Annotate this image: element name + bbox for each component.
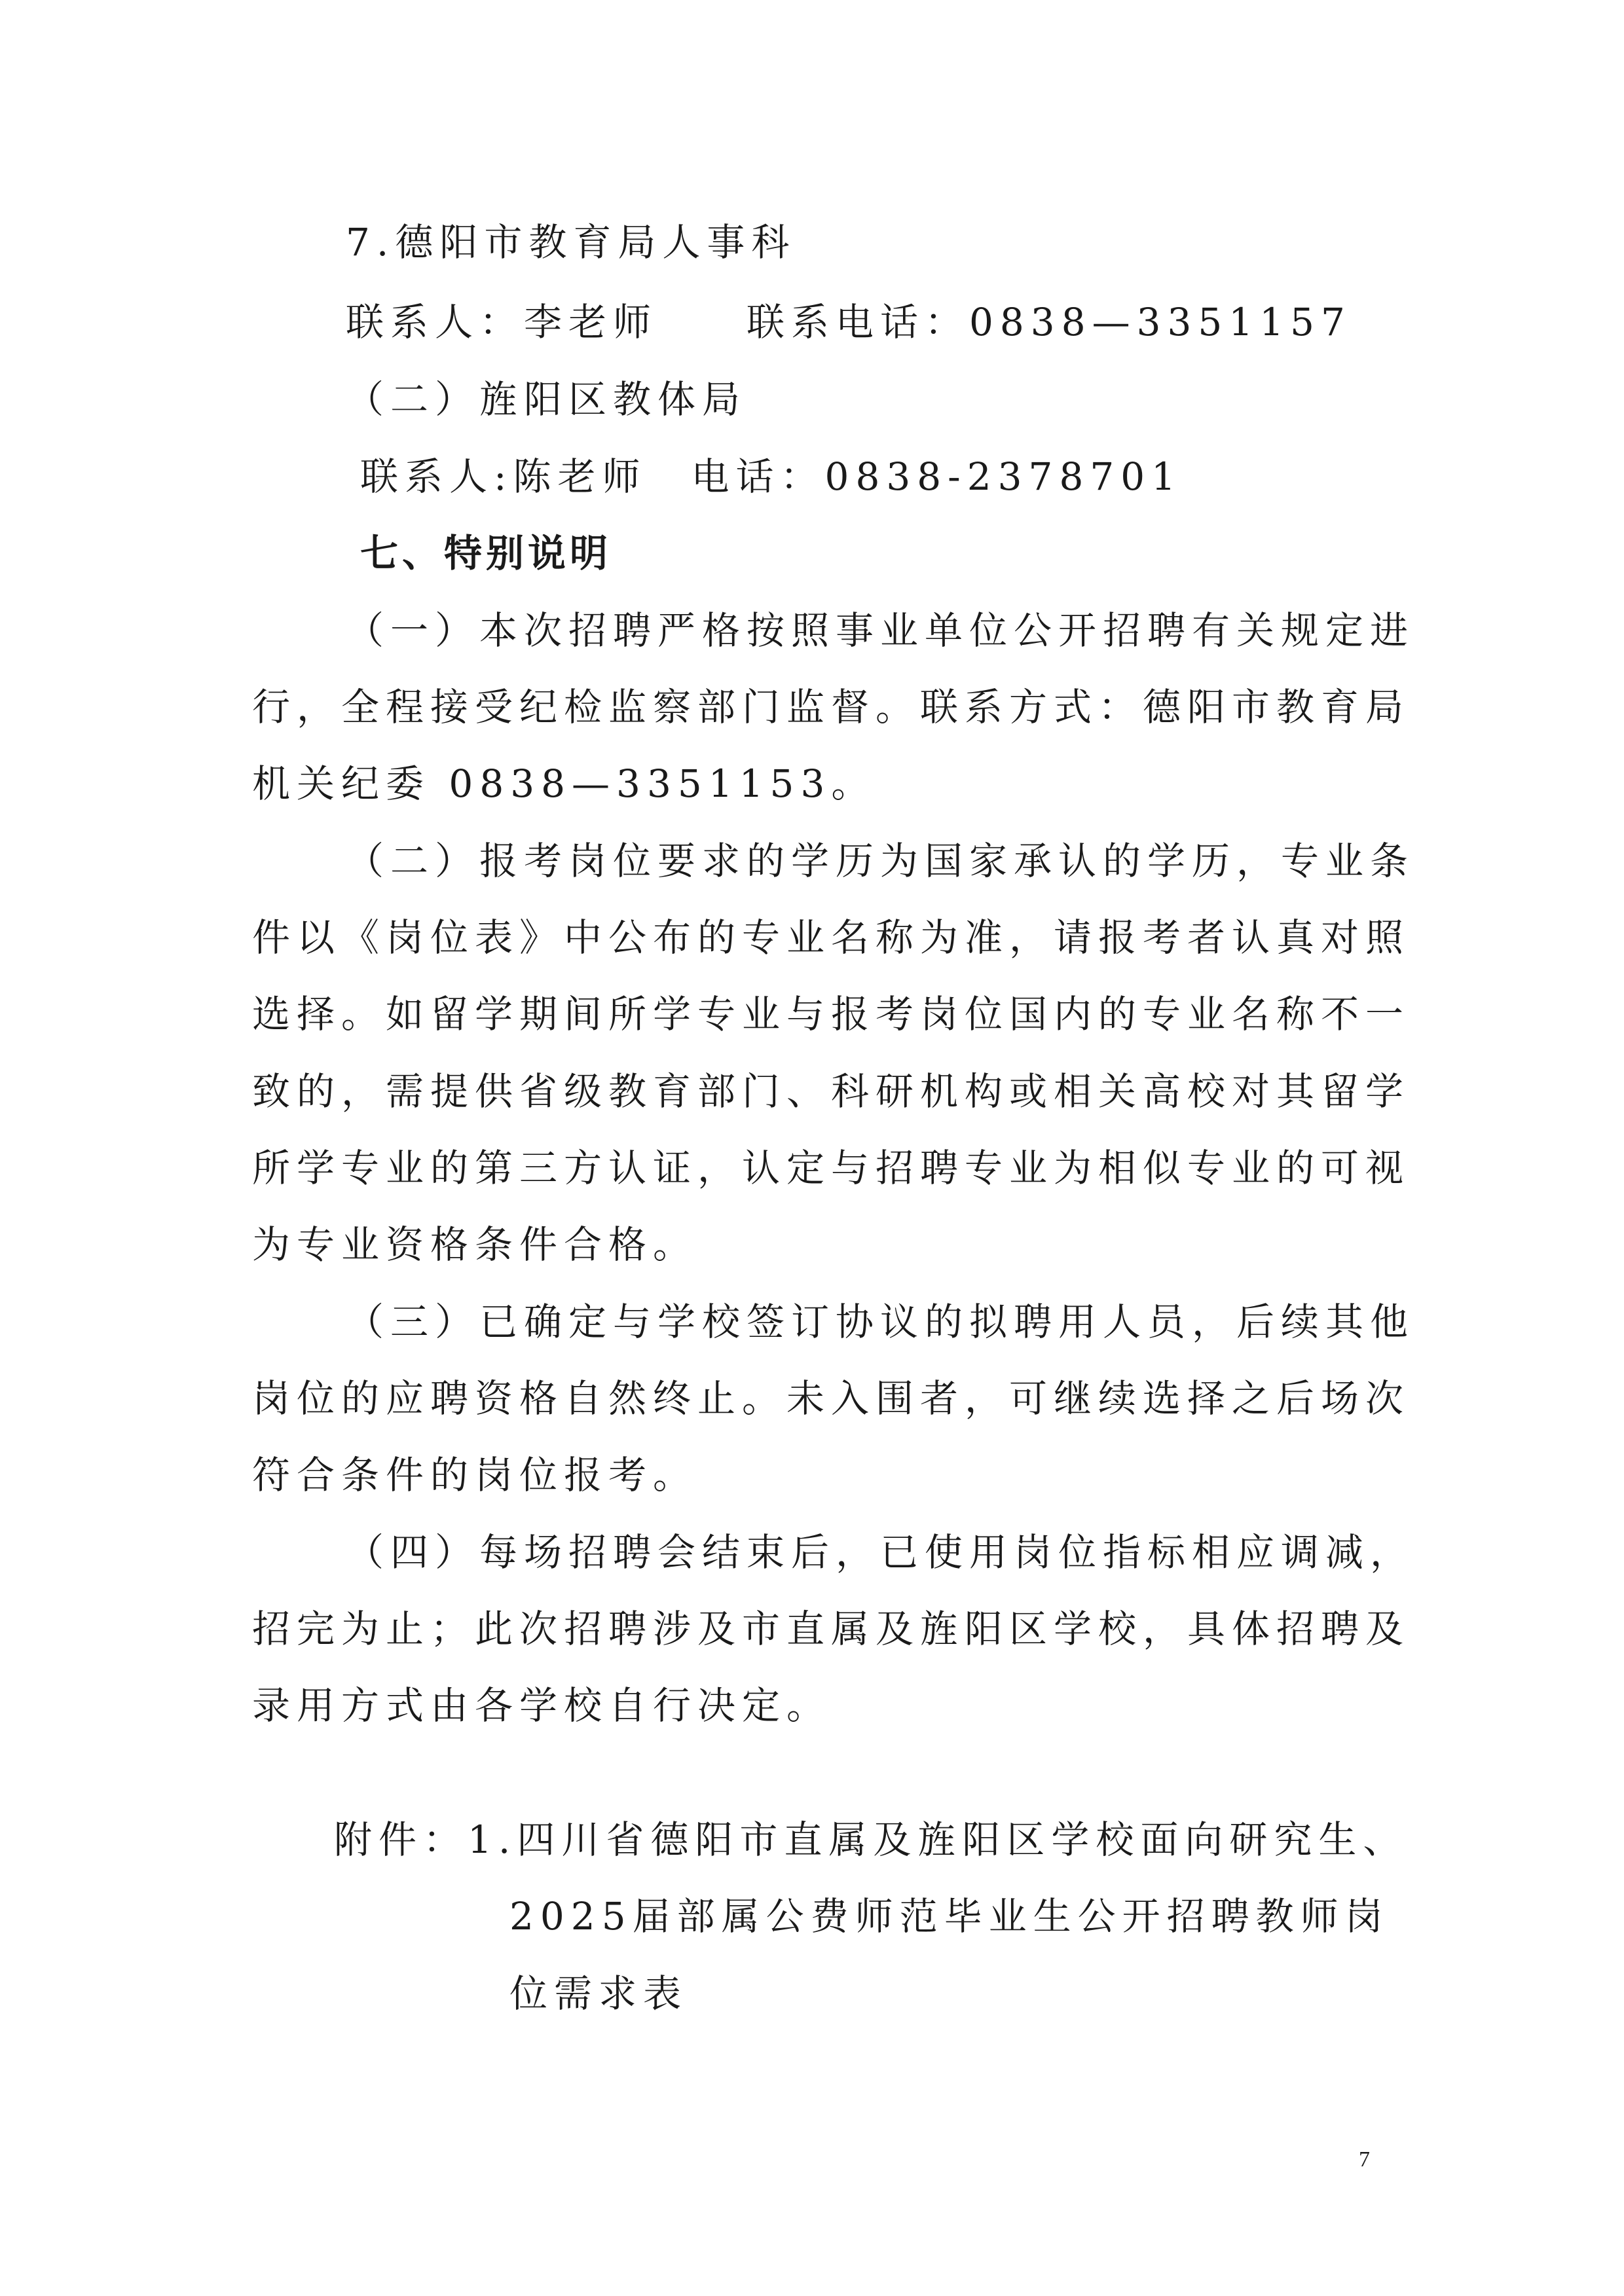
page-number: 7 <box>1359 2147 1370 2172</box>
item7-title: 7.德阳市教育局人事科 <box>346 220 796 264</box>
p1-line-2: 行，全程接受纪检监察部门监督。联系方式：德阳市教育局 <box>252 685 1411 729</box>
p2-line-5: 所学专业的第三方认证，认定与招聘专业为相似专业的可视 <box>252 1146 1411 1190</box>
p4-line-3: 录用方式由各学校自行决定。 <box>252 1683 832 1728</box>
p4-line-2: 招完为止；此次招聘涉及市直属及旌阳区学校，具体招聘及 <box>252 1607 1411 1651</box>
p2-line-2: 件以《岗位表》中公布的专业名称为准，请报考者认真对照 <box>252 915 1411 960</box>
p3-line-2: 岗位的应聘资格自然终止。未入围者，可继续选择之后场次 <box>252 1376 1411 1421</box>
p4-line-1: （四）每场招聘会结束后，已使用岗位指标相应调减， <box>346 1530 1415 1575</box>
p2-line-3: 选择。如留学期间所学专业与报考岗位国内的专业名称不一 <box>252 992 1411 1036</box>
sub2-contact: 联系人:陈老师 电话：0838-2378701 <box>360 454 1183 499</box>
sub2-title: （二）旌阳区教体局 <box>346 377 747 422</box>
section-seven-heading: 七、特别说明 <box>360 531 612 575</box>
p1-line-1: （一）本次招聘严格按照事业单位公开招聘有关规定进 <box>346 608 1415 653</box>
p2-line-6: 为专业资格条件合格。 <box>252 1222 698 1267</box>
item7-contact: 联系人：李老师 联系电话：0838—3351157 <box>346 300 1352 344</box>
attachment-line-3: 位需求表 <box>509 1971 688 2016</box>
p3-line-1: （三）已确定与学校签订协议的拟聘用人员，后续其他 <box>346 1300 1415 1344</box>
attachment-line-1: 附件：1.四川省德阳市直属及旌阳区学校面向研究生、 <box>334 1817 1408 1862</box>
p2-line-4: 致的，需提供省级教育部门、科研机构或相关高校对其留学 <box>252 1069 1411 1114</box>
p2-line-1: （二）报考岗位要求的学历为国家承认的学历，专业条 <box>346 839 1415 883</box>
attachment-line-2: 2025届部属公费师范毕业生公开招聘教师岗 <box>509 1894 1390 1939</box>
p3-line-3: 符合条件的岗位报考。 <box>252 1453 698 1497</box>
p1-line-3: 机关纪委 0838—3351153。 <box>252 761 876 806</box>
